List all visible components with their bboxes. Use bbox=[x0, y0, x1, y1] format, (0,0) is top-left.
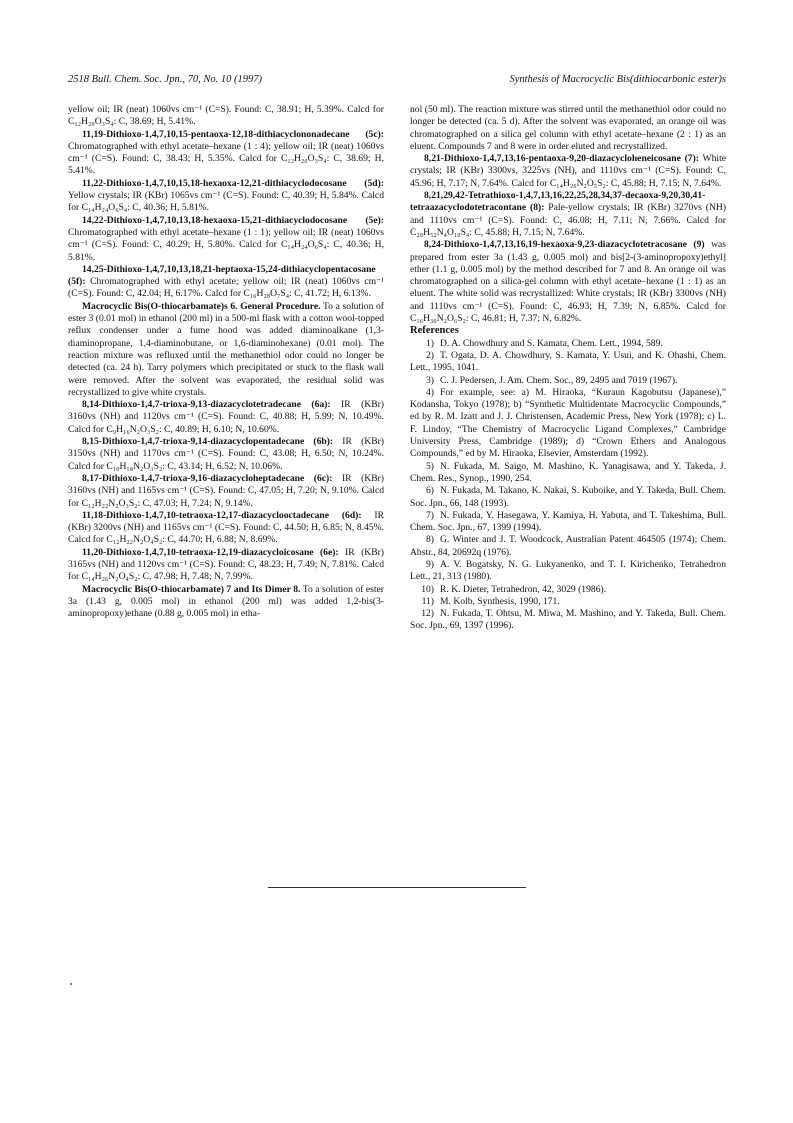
reference-item: 6) N. Fukada, M. Takano, K. Nakai, S. Kuboike, and Y. Takeda, Bull. Chem. Soc. Jpn., 66, 148 (1993). bbox=[410, 485, 726, 509]
reference-item: 3) C. J. Pedersen, J. Am. Chem. Soc., 89, 2495 and 7019 (1967). bbox=[426, 374, 678, 386]
paragraph: 14,22-Dithioxo-1,4,7,10,13,18-hexaoxa-15,21-dithiacyclodocosane (5e): Chromatographed with ethyl acetate–hexane (1 : 1); yellow oil; IR (neat) 1060vs cm⁻¹ (C=S). Found: C, 40.29; H, 5.80%. Calcd for C₁₄H₂₄O₆S₄: C, 40.36; H, 5.81%. bbox=[68, 214, 384, 263]
paragraph: Macrocyclic Bis(O-thiocarbamate)s 6. General Procedure. To a solution of ester 3 (0.01 mol) in ethanol (200 ml) in a 500-ml flask with a cotton wool-topped reflux condenser under a fume hood was added diaminoalkane (1,3-diaminopropane, 1,4-diaminobutane, or 1,6-diaminohexane) (0.01 mol). The reaction mixture was refluxed until the methanethiol odor could no longer be detected (ca. 24 h). Tarry polymers which precipitated or stuck to the flask wall were removed. After the solvent was evaporated, the residual solid was recrystallized to give white crystals. bbox=[68, 300, 384, 398]
paragraph: nol (50 ml). The reaction mixture was stirred until the methanethiol odor could no longer be detected (ca. 5 d). After the solvent was evaporated, an orange oil was chromatographed on a silica gel column with ethyl acetate–hexane (2 : 1) as an eluent. Compounds 7 and 8 were in order eluted and recrystallized. bbox=[410, 104, 726, 152]
paragraph: 8,14-Dithioxo-1,4,7-trioxa-9,13-diazacyclotetradecane (6a): IR (KBr) 3160vs (NH) and 1120vs cm⁻¹ (C=S). Found: C, 40.88; H, 5.99; N, 10.49%. Calcd for C₉H₁₆N₂O₃S₂: C, 40.89; H, 6.10; N, 10.60%. bbox=[68, 399, 384, 435]
left-column bbox=[68, 104, 384, 620]
reference-item: 11) M. Kolb, Synthesis, 1990, 171. bbox=[421, 595, 560, 607]
paragraph: 14,25-Dithioxo-1,4,7,10,13,18,21-heptaoxa-15,24-dithiacyclopentacosane (5f): Chromatographed with ethyl acetate; yellow oil; IR (neat) 1060vs cm⁻¹ (C=S). Found: C, 42.04; H, 6.17%. Calcd for C₁₆H₂₈O₇S₄: C, 41.72; H, 6.13%. bbox=[68, 263, 384, 300]
paragraph: 8,17-Dithioxo-1,4,7-trioxa-9,16-diazacycloheptadecane (6c): IR (KBr) 3160vs (NH) and 1165vs cm⁻¹ (C=S). Found: C, 47.05; H, 7.20; N, 9.10%. Calcd for C₁₂H₂₂N₂O₃S₂: C, 47.03; H, 7.24; N, 9.14%. bbox=[68, 472, 384, 509]
reference-item: 5) N. Fukada, M. Saigo, M. Mashino, K. Yanagisawa, and Y. Takeda, J. Chem. Res., Synop., 1990, 254. bbox=[410, 460, 726, 484]
end-rule bbox=[268, 887, 526, 888]
running-title: Synthesis of Macrocyclic Bis(dithiocarbonic ester)s bbox=[509, 74, 726, 85]
paragraph: 11,22-Dithioxo-1,4,7,10,15,18-hexaoxa-12,21-dithiacyclodocosane (5d): Yellow crystals; IR (KBr) 1065vs cm⁻¹ (C=S). Found: C, 40.39; H, 5.84%. Calcd for C₁₄H₂₄O₆S₄: C, 40.36; H, 5.81%. bbox=[68, 177, 384, 214]
right-column bbox=[410, 104, 726, 633]
reference-item: 9) A. V. Bogatsky, N. G. Lukyanenko, and T. I. Kirichenko, Tetrahedron Lett., 21, 313 (1980). bbox=[410, 558, 726, 583]
reference-item: 1) D. A. Chowdhury and S. Kamata, Chem. Lett., 1994, 589. bbox=[426, 337, 663, 349]
references-heading: References bbox=[410, 325, 459, 337]
paragraph: 8,21-Dithioxo-1,4,7,13,16-pentaoxa-9,20-diazacycloheneicosane (7): White crystals; IR (KBr) 3300vs, 3225vs (NH), and 1110vs cm⁻¹ (C=S). Found: C, 45.96; H, 7.17; N, 7.64%. Calcd for C₁₄H₂₆N₂O₅S₂: C, 45.88; H, 7.15; N, 7.64%. bbox=[410, 153, 727, 189]
reference-item: 10) R. K. Dieter, Tetrahedron, 42, 3029 (1986). bbox=[421, 583, 607, 595]
reference-item: 2) T. Ogata, D. A. Chowdhury, S. Kamata, Y. Usui, and K. Ohashi, Chem. Lett., 1995, 1041. bbox=[410, 349, 726, 374]
reference-item: 7) N. Fukada, Y. Hasegawa, Y. Kamiya, H. Yabuta, and T. Takeshima, Bull. Chem. Soc. Jpn., 67, 1399 (1994). bbox=[410, 509, 726, 534]
reference-item: 4) For example, see: a) M. Hiraoka, “Kuraun Kagobutsu (Japanese),” Kodansha, Tokyo (1978); b) “Synthetic Multidentate Macrocyclic Compounds,” ed by R. M. Izatt and J. J. Christensen, Academic Press, New York (1978); c) L. F. Lindoy, “The Chemistry of Macrocyclic Ligand Complexes,” Cambridge University Press, Cambridge (1989); d) “Crown Ethers and Analogous Compounds,” ed by M. Hiraoka, Elsevier, Amsterdam (1992). bbox=[410, 386, 726, 460]
paragraph: 8,15-Dithioxo-1,4,7-trioxa-9,14-diazacyclopentadecane (6b): IR (KBr) 3150vs (NH) and 1170vs cm⁻¹ (C=S). Found: C, 43.08; H, 6.50; N, 10.24%. Calcd for C₁₀H₁₈N₂O₃S₂: C, 43.14; H, 6.52; N, 10.06%. bbox=[68, 436, 384, 472]
running-header bbox=[68, 74, 726, 88]
reference-item: 12) N. Fukada, T. Ohtsu, M. Miwa, M. Mashino, and Y. Takeda, Bull. Chem. Soc. Jpn., 69, 1397 (1996). bbox=[410, 608, 726, 632]
journal-citation: 2518 Bull. Chem. Soc. Jpn., 70, No. 10 (1997) bbox=[68, 74, 262, 85]
reference-item: 8) G. Winter and J. T. Woodcock, Australian Patent 464505 (1974); Chem. Abstr., 84, 20692q (1976). bbox=[410, 534, 726, 558]
paragraph: 11,19-Dithioxo-1,4,7,10,15-pentaoxa-12,18-dithiacyclononadecane (5c): Chromatographed with ethyl acetate–hexane (1 : 4); yellow oil; IR (neat) 1060vs cm⁻¹ (C=S). Found: C, 38.43; H, 5.35%. Calcd for C₁₂H₂₀O₃S₄: C, 38.69; H, 5.41%. bbox=[68, 128, 384, 177]
paragraph: yellow oil; IR (neat) 1060vs cm⁻¹ (C=S). Found: C, 38.91; H, 5.39%. Calcd for C₁₂H₂₀O₃S₄: C, 38.69; H, 5.41%. bbox=[68, 104, 384, 128]
paragraph: 8,21,29,42-Tetrathioxo-1,4,7,13,16,22,25,28,34,37-decaoxa-9,20,30,41-tetraazacyclodotetracontane (8): Pale-yellow crystals; IR (KBr) 3270vs (NH) and 1110vs cm⁻¹ (C=S). Found: C, 46.08; H, 7.11; N, 7.66%. Calcd for C₂₈H₅₂N₄O₁₀S₄: C, 45.88; H, 7.15; N, 7.64%. bbox=[410, 190, 727, 238]
paragraph: 11,18-Dithioxo-1,4,7,10-tetraoxa-12,17-diazacyclooctadecane (6d): IR (KBr) 3200vs (NH) and 1165vs cm⁻¹ (C=S). Found: C, 44.50; H, 6.85; N, 8.45%. Calcd for C₁₂H₂₂N₂O₄S₂: C, 44.70; H, 6.88; N, 8.69%. bbox=[68, 509, 384, 546]
paragraph: Macrocyclic Bis(O-thiocarbamate) 7 and Its Dimer 8. To a solution of ester 3a (1.43 g, 0.005 mol) in ethanol (200 ml) was added 1,2-bis(3-aminopropoxy)ethane (0.88 g, 0.005 mol) in etha- bbox=[68, 583, 384, 620]
paragraph: 8,24-Dithioxo-1,4,7,13,16,19-hexaoxa-9,23-diazacyclotetracosane (9) was prepared from ester 3a (1.43 g, 0.005 mol) and bis[2-(3-aminopropoxy)ethyl] ether (1.1 g, 0.005 mol) by the method described for 7 and 8. An orange oil was chromatographed on a silica-gel column with ethyl acetate–hexane (1 : 1) as an eluent. The white solid was recrystallized: White crystals; IR (KBr) 3300vs (NH) and 1110vs cm⁻¹ (C=S). Found: C, 46.93; H, 7.39; N, 6.85%. Calcd for C₁₆H₃₀N₂O₆S₂: C, 46.81; H, 7.37; N, 6.82%. bbox=[410, 239, 726, 325]
paragraph: 11,20-Dithioxo-1,4,7,10-tetraoxa-12,19-diazacycloicosane (6e): IR (KBr) 3165vs (NH) and 1120vs cm⁻¹ (C=S). Found: C, 48.23; H, 7.49; N, 7.81%. Calcd for C₁₄H₂₆N₂O₄S₂: C, 47.98; H, 7.48; N, 7.99%. bbox=[68, 546, 384, 583]
scan-speck bbox=[70, 983, 72, 985]
references-list bbox=[410, 338, 726, 633]
